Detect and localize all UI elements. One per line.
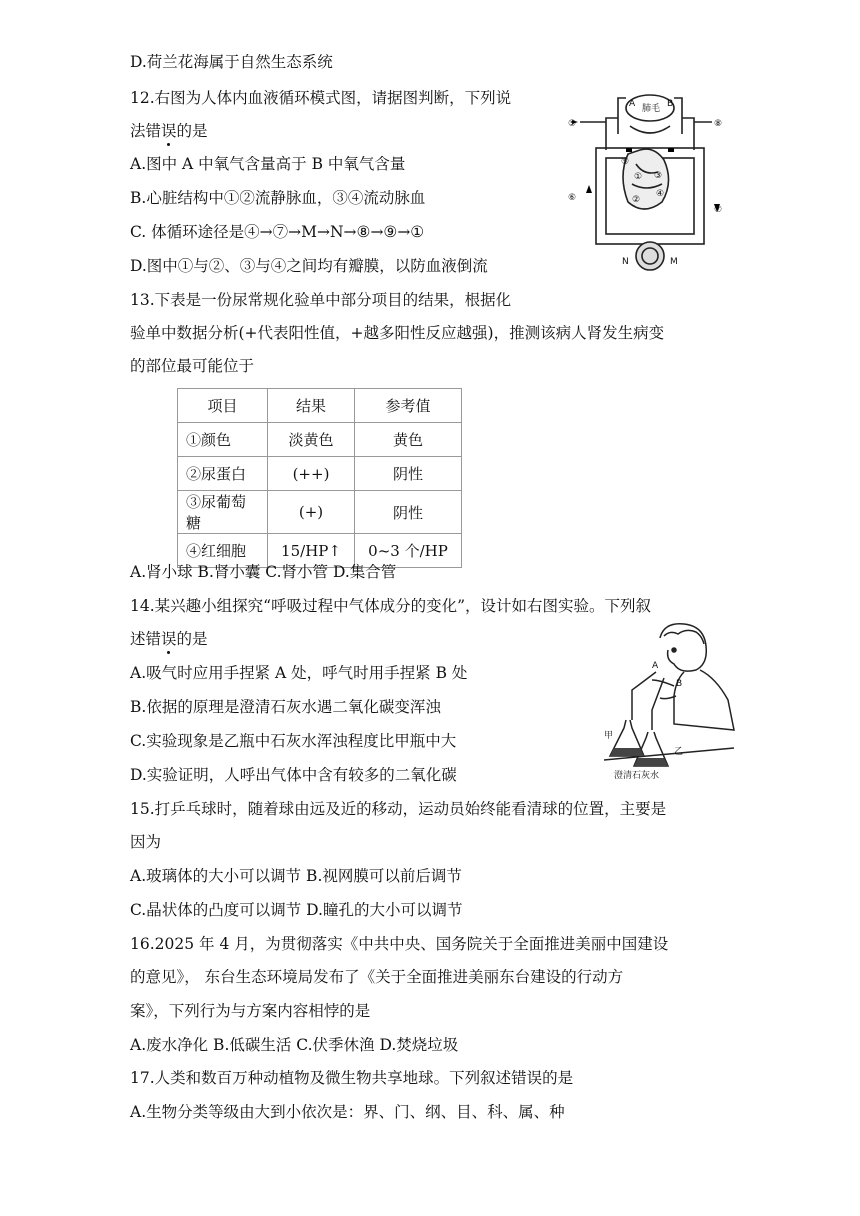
question-14-stem: 14.某兴趣小组探究“呼吸过程中气体成分的变化”，设计如右图实验。下列叙 [130, 597, 652, 615]
table-row [178, 491, 462, 534]
question-13-options: A.肾小球 B.肾小囊 C.肾小管 D.集合管 [130, 563, 397, 581]
question-16-stem: 16.2025 年 4 月，为贯彻落实《中共中央、国务院关于全面推进美丽中国建设 [130, 935, 669, 953]
question-12-option-d: D.图中①与②、③与④之间均有瓣膜，以防血液倒流 [130, 257, 488, 275]
breathing-experiment-figure [604, 620, 736, 782]
label-m: M [670, 257, 678, 267]
label-yi: 乙 [674, 747, 684, 757]
table-cell: ④红细胞 [178, 534, 268, 568]
table-header-cell: 项目 [178, 389, 268, 423]
table-cell: 阴性 [355, 457, 462, 491]
urine-test-table [177, 388, 462, 568]
label-5: ⑤ [568, 119, 577, 129]
table-cell: ③尿葡萄糖 [178, 491, 268, 534]
question-16-stem-end: 案》，下列行为与方案内容相悖的是 [130, 1002, 371, 1020]
blood-circulation-diagram [566, 84, 730, 276]
question-17-stem: 17.人类和数百万种动植物及微生物共享地球。下列叙述错误的是 [130, 1069, 574, 1087]
label-b: B [676, 679, 683, 689]
question-16-options: A.废水净化 B.低碳生活 C.伏季休渔 D.焚烧垃圾 [130, 1036, 459, 1054]
question-12-stem: 12.右图为人体内血液循环模式图，请据图判断，下列说 [130, 89, 512, 107]
emphasis-char: 误 [161, 122, 177, 140]
table-cell: ②尿蛋白 [178, 457, 268, 491]
question-15-stem: 15.打乒乓球时，随着球由远及近的移动，运动员始终能看清球的位置，主要是 [130, 800, 667, 818]
question-17-option-a: A.生物分类等级由大到小依次是：界、门、纲、目、科、属、种 [130, 1103, 565, 1121]
table-row [178, 457, 462, 491]
table-header-row [178, 389, 462, 423]
figure-caption: 澄清石灰水 [614, 771, 660, 781]
table-cell: 0~3 个/HP [355, 534, 462, 568]
table-cell: 15/HP↑ [268, 534, 355, 568]
question-14-option-a: A.吸气时应用手捏紧 A 处，呼气时用手捏紧 B 处 [130, 664, 468, 682]
table-row [178, 423, 462, 457]
table-cell: ①颜色 [178, 423, 268, 457]
label-4: ④ [656, 189, 665, 199]
label-1: ① [634, 172, 643, 182]
label-a: A [629, 99, 636, 109]
question-14-option-c: C.实验现象是乙瓶中石灰水浑浊程度比甲瓶中大 [130, 732, 457, 750]
table-cell: (+) [268, 491, 355, 534]
question-14-option-d: D.实验证明，人呼出气体中含有较多的二氧化碳 [130, 766, 457, 784]
question-13-stem-cont: 验单中数据分析(+代表阳性值，+越多阳性反应越强)，推测该病人肾发生病变 [130, 324, 665, 342]
question-15-options-ab: A.玻璃体的大小可以调节 B.视网膜可以前后调节 [130, 867, 462, 885]
table-cell: 阴性 [355, 491, 462, 534]
question-13-stem-end: 的部位最可能位于 [130, 357, 255, 375]
emphasis-char: 误 [161, 630, 177, 648]
question-15-options-cd: C.晶状体的凸度可以调节 D.瞳孔的大小可以调节 [130, 901, 463, 919]
question-16-stem-cont: 的意见》， 东台生态环境局发布了《关于全面推进美丽东台建设的行动方 [130, 968, 624, 986]
label-n: N [622, 257, 629, 267]
question-12-option-a: A.图中 A 中氧气含量高于 B 中氧气含量 [130, 155, 406, 173]
table-header-cell: 结果 [268, 389, 355, 423]
label-2: ② [632, 195, 641, 205]
label-9: ⑨ [621, 157, 630, 167]
label-8: ⑧ [714, 119, 723, 129]
table-cell: 淡黄色 [268, 423, 355, 457]
question-12-stem-cont [130, 121, 208, 141]
lung-label: 肺毛 [642, 104, 661, 114]
table-cell: 黄色 [355, 423, 462, 457]
text-fragment: 的是 [176, 630, 208, 648]
question-14-stem-cont [130, 629, 208, 649]
text-fragment: 述错 [130, 630, 162, 648]
table-header-cell: 参考值 [355, 389, 462, 423]
label-a: A [652, 661, 659, 671]
question-15-stem-end: 因为 [130, 833, 162, 851]
question-14-option-b: B.依据的原理是澄清石灰水遇二氧化碳变浑浊 [130, 698, 441, 716]
label-b: B [667, 99, 674, 109]
question-13-stem: 13.下表是一份尿常规化验单中部分项目的结果，根据化 [130, 291, 512, 309]
question-12-option-c: C. 体循环途径是④→⑦→M→N→⑧→⑨→① [130, 223, 425, 241]
table-cell: (++) [268, 457, 355, 491]
option-line: D.荷兰花海属于自然生态系统 [130, 53, 333, 71]
label-jia: 甲 [604, 731, 614, 741]
label-7: ⑦ [714, 205, 723, 215]
label-6: ⑥ [568, 193, 577, 203]
label-3: ③ [654, 171, 663, 181]
question-12-option-b: B.心脏结构中①②流静脉血，③④流动脉血 [130, 189, 426, 207]
text-fragment: 的是 [176, 122, 208, 140]
text-fragment: 法错 [130, 122, 162, 140]
